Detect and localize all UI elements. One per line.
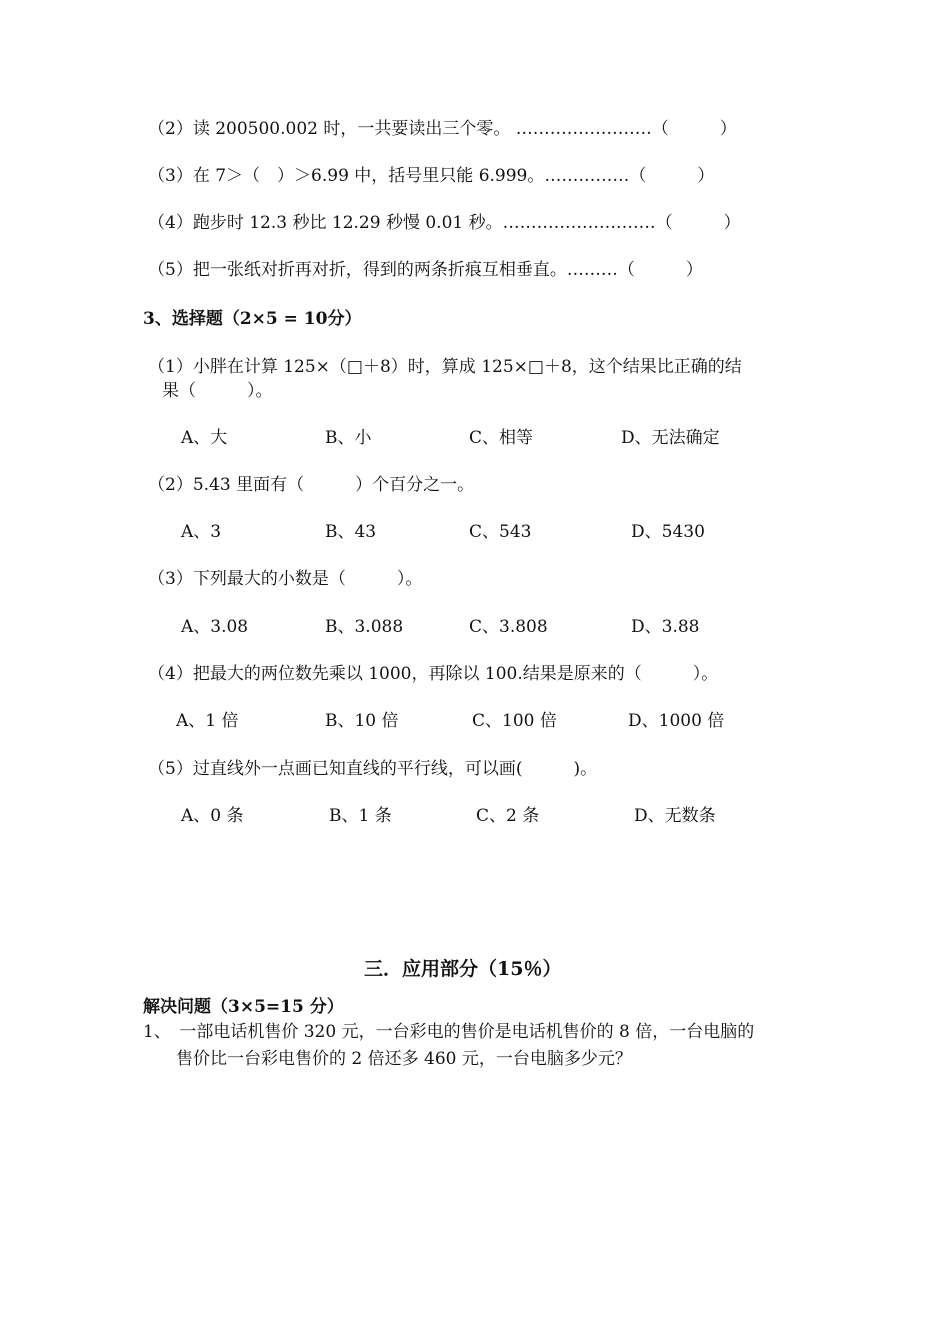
q3-option-b: B、3.088 [325, 617, 404, 637]
choice-q1-line2: 果（ ）。 [162, 381, 273, 401]
tf-item-4: （4）跑步时 12.3 秒比 12.29 秒慢 0.01 秒。………………………（ ） [148, 213, 741, 233]
q3-option-d: D、3.88 [631, 617, 700, 637]
choice-q5-line1: （5）过直线外一点画已知直线的平行线，可以画( )。 [148, 759, 598, 779]
application-section-title: 三．应用部分（15％） [364, 958, 562, 980]
q4-option-d: D、1000 倍 [628, 711, 725, 731]
q5-option-b: B、1 条 [329, 806, 392, 826]
q1-option-b: B、小 [325, 428, 372, 448]
q4-option-c: C、100 倍 [472, 711, 557, 731]
choice-q2-line1: （2）5.43 里面有（ ）个百分之一。 [148, 475, 475, 495]
problem-1-line2: 售价比一台彩电售价的 2 倍还多 460 元，一台电脑多少元？ [176, 1049, 632, 1069]
choice-q1-line1: （1）小胖在计算 125×（□＋8）时，算成 125×□＋8，这个结果比正确的结 [148, 357, 742, 377]
tf-item-2: （2）读 200500.002 时，一共要读出三个零。 ……………………（ ） [148, 119, 737, 139]
q2-option-c: C、543 [469, 522, 532, 542]
problem-1-line1: 1、 一部电话机售价 320 元，一台彩电的售价是电话机售价的 8 倍，一台电脑的 [143, 1022, 755, 1042]
q1-option-a: A、大 [181, 428, 228, 448]
choice-section-heading: 3、选择题（2×5 = 10分） [143, 309, 362, 329]
q5-option-a: A、0 条 [181, 806, 244, 826]
choice-q3-line1: （3）下列最大的小数是（ ）。 [148, 569, 423, 589]
choice-q4-line1: （4）把最大的两位数先乘以 1000，再除以 100.结果是原来的（ ）。 [148, 664, 719, 684]
tf-item-5: （5）把一张纸对折再对折，得到的两条折痕互相垂直。………（ ） [148, 260, 703, 280]
q4-option-b: B、10 倍 [325, 711, 399, 731]
tf-item-3: （3）在 7＞（ ）＞6.99 中，括号里只能 6.999。……………（ ） [148, 166, 715, 186]
q2-option-d: D、5430 [631, 522, 705, 542]
q3-option-a: A、3.08 [181, 617, 249, 637]
q2-option-b: B、43 [325, 522, 377, 542]
q1-option-c: C、相等 [469, 428, 534, 448]
q2-option-a: A、3 [181, 522, 222, 542]
q5-option-d: D、无数条 [634, 806, 716, 826]
q1-option-d: D、无法确定 [621, 428, 720, 448]
application-subheading: 解决问题（3×5=15 分） [143, 997, 344, 1017]
q3-option-c: C、3.808 [469, 617, 548, 637]
q5-option-c: C、2 条 [476, 806, 540, 826]
q4-option-a: A、1 倍 [176, 711, 239, 731]
